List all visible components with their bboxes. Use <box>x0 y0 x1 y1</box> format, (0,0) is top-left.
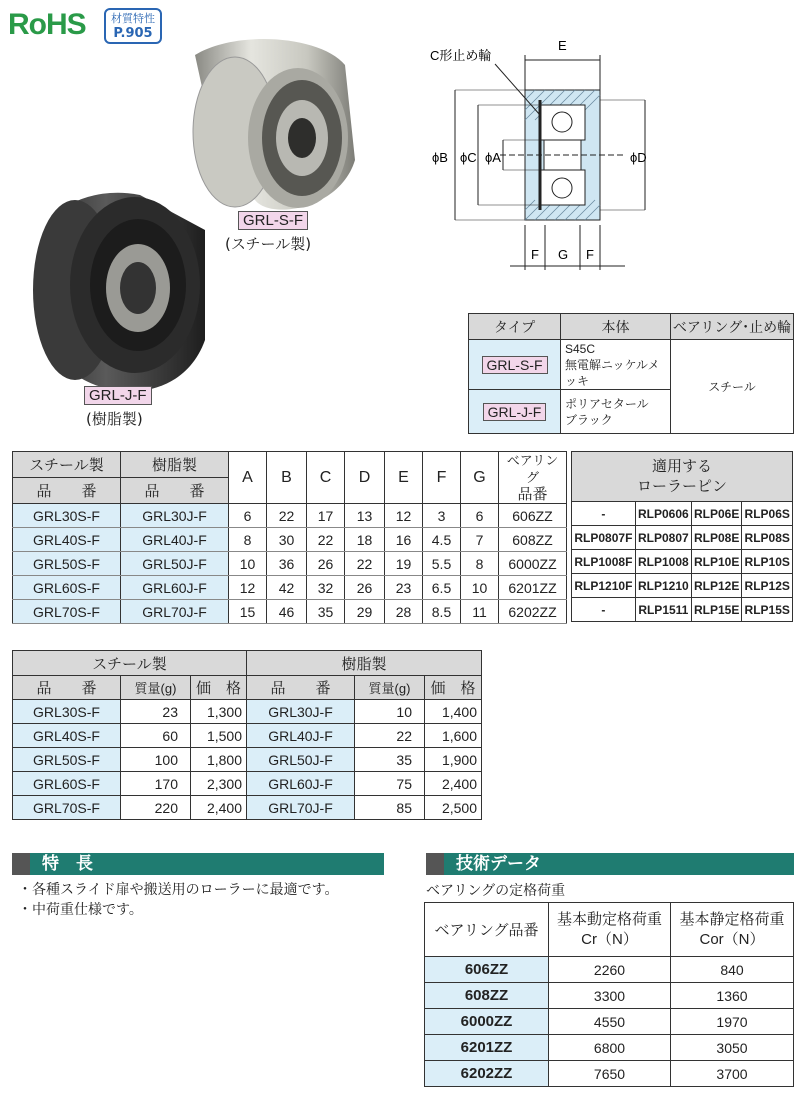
dim-D: ϕD <box>630 150 647 165</box>
dim-D-cell: 22 <box>345 552 385 576</box>
dim-D-cell: 26 <box>345 576 385 600</box>
dim-E-cell: 12 <box>385 504 423 528</box>
dim-F-cell: 3 <box>423 504 461 528</box>
roller-pin-cell: RLP0606 <box>635 502 691 526</box>
body-header: 本体 <box>561 314 671 340</box>
resin-price-cell: 1,400 <box>425 700 482 724</box>
bearing-header: ベアリング･止め輪 <box>671 314 794 340</box>
table-row <box>13 576 567 600</box>
steel-part-cell: GRL50S-F <box>13 748 121 772</box>
roller-pin-cell: RLP15E <box>691 598 742 622</box>
spec-table <box>12 451 567 624</box>
roller-pin-cell: RLP1511 <box>635 598 691 622</box>
tech-bearing-cell: 606ZZ <box>425 957 549 983</box>
dim-B-cell: 30 <box>267 528 307 552</box>
spec-h-A: A <box>229 452 267 504</box>
table-row <box>425 1035 794 1061</box>
dim-E-cell: 16 <box>385 528 423 552</box>
bearing-cell: 606ZZ <box>499 504 567 528</box>
tech-h-line: 基本動定格荷重 <box>556 910 662 928</box>
spec-h-G: G <box>461 452 499 504</box>
body-line: 無電解ニッケルメッキ <box>565 357 660 388</box>
resin-part-cell: GRL60J-F <box>247 772 355 796</box>
steel-price-cell: 1,300 <box>191 700 247 724</box>
steel-mass-cell: 220 <box>121 796 191 820</box>
steel-part-cell: GRL70S-F <box>13 796 121 820</box>
price-h-price: 価 格 <box>425 676 482 700</box>
table-row <box>572 526 793 550</box>
steel-part-cell: GRL40S-F <box>13 724 121 748</box>
steel-mass-cell: 23 <box>121 700 191 724</box>
tech-h-cr <box>549 903 671 957</box>
feature-item: ・中荷重仕様です。 <box>18 902 143 918</box>
dim-B-cell: 36 <box>267 552 307 576</box>
product-photos <box>20 20 370 420</box>
roller-pin-cell: RLP1210 <box>635 574 691 598</box>
dim-D-cell: 29 <box>345 600 385 624</box>
roller-pin-cell: RLP12E <box>691 574 742 598</box>
steel-part-cell: GRL50S-F <box>13 552 121 576</box>
steel-part-cell: GRL60S-F <box>13 772 121 796</box>
roller-pin-table <box>571 451 793 622</box>
dim-C-cell: 17 <box>307 504 345 528</box>
roller-pin-cell: RLP1210F <box>572 574 636 598</box>
table-row <box>13 724 482 748</box>
dim-E: E <box>558 38 567 53</box>
roller-pin-cell: RLP06E <box>691 502 742 526</box>
dim-F-cell: 8.5 <box>423 600 461 624</box>
dim-G-cell: 11 <box>461 600 499 624</box>
resin-part-cell: GRL60J-F <box>121 576 229 600</box>
tech-bearing-cell: 608ZZ <box>425 983 549 1009</box>
dim-A-cell: 12 <box>229 576 267 600</box>
material-link-page: P.905 <box>113 26 153 41</box>
resin-part-cell: GRL70J-F <box>121 600 229 624</box>
steel-mass-cell: 60 <box>121 724 191 748</box>
dim-A-cell: 6 <box>229 504 267 528</box>
resin-product-code: GRL-J-F <box>84 386 152 405</box>
steel-part-cell: GRL30S-F <box>13 700 121 724</box>
tech-h-line: Cor（N） <box>699 930 765 948</box>
dim-G-cell: 6 <box>461 504 499 528</box>
price-h-mass: 質量(g) <box>355 676 425 700</box>
roller-pin-cell: RLP0807F <box>572 526 636 550</box>
type-header: タイプ <box>469 314 561 340</box>
type-cell <box>469 340 561 390</box>
spec-h-resin: 樹脂製 <box>121 452 229 478</box>
resin-product-label-group <box>84 387 152 405</box>
dim-C-cell: 35 <box>307 600 345 624</box>
table-row <box>572 574 793 598</box>
steel-price-cell: 2,300 <box>191 772 247 796</box>
resin-price-cell: 2,500 <box>425 796 482 820</box>
resin-material-text: (樹脂製) <box>86 410 143 428</box>
tech-h-line: Cr（N） <box>581 930 638 948</box>
resin-mass-cell: 85 <box>355 796 425 820</box>
pin-header-line: 適用する <box>651 457 712 475</box>
body-line: ポリアセタール <box>565 396 649 411</box>
price-h-steel: スチール製 <box>13 651 247 676</box>
roller-pin-cell: RLP06S <box>742 502 793 526</box>
section-marker <box>12 853 30 875</box>
tech-cr-cell: 7650 <box>549 1061 671 1087</box>
steel-material-text: (スチール製) <box>225 235 312 253</box>
table-row <box>13 600 567 624</box>
spec-h-C: C <box>307 452 345 504</box>
dim-E-cell: 28 <box>385 600 423 624</box>
tech-table <box>424 902 794 1087</box>
features-title-bar <box>12 853 384 875</box>
bearing-material-cell: スチール <box>671 340 794 434</box>
roller-pin-cell: RLP0807 <box>635 526 691 550</box>
dim-C-cell: 26 <box>307 552 345 576</box>
resin-mass-cell: 75 <box>355 772 425 796</box>
features-list <box>18 880 338 920</box>
steel-product-label-group <box>238 212 308 230</box>
dimension-drawing <box>400 30 670 280</box>
tech-cor-cell: 3700 <box>671 1061 794 1087</box>
dim-F1: F <box>531 247 539 262</box>
resin-price-cell: 1,600 <box>425 724 482 748</box>
body-line: S45C <box>565 341 596 356</box>
table-row <box>13 748 482 772</box>
type-code: GRL-J-F <box>483 403 547 421</box>
spec-h-B: B <box>267 452 307 504</box>
resin-price-cell: 1,900 <box>425 748 482 772</box>
spec-h-D: D <box>345 452 385 504</box>
type-cell <box>469 390 561 434</box>
roller-pin-cell: - <box>572 598 636 622</box>
roller-pin-cell: RLP1008F <box>572 550 636 574</box>
dim-B-cell: 42 <box>267 576 307 600</box>
tech-h-bearing: ベアリング品番 <box>425 903 549 957</box>
table-row <box>425 1061 794 1087</box>
resin-mass-cell: 35 <box>355 748 425 772</box>
tech-cr-cell: 4550 <box>549 1009 671 1035</box>
spec-h-steel: スチール製 <box>13 452 121 478</box>
dim-C: ϕC <box>460 150 477 165</box>
steel-part-cell: GRL60S-F <box>13 576 121 600</box>
dim-F-cell: 6.5 <box>423 576 461 600</box>
feature-item: ・各種スライド扉や搬送用のローラーに最適です。 <box>18 882 339 898</box>
resin-part-cell: GRL40J-F <box>247 724 355 748</box>
resin-part-cell: GRL30J-F <box>121 504 229 528</box>
steel-price-cell: 1,800 <box>191 748 247 772</box>
steel-roller-image <box>193 39 355 210</box>
dim-F-cell: 5.5 <box>423 552 461 576</box>
tech-cor-cell: 1360 <box>671 983 794 1009</box>
dim-G-cell: 7 <box>461 528 499 552</box>
spec-h-E: E <box>385 452 423 504</box>
table-row <box>13 772 482 796</box>
tech-bearing-cell: 6201ZZ <box>425 1035 549 1061</box>
tech-h-line: 基本静定格荷重 <box>679 910 785 928</box>
dim-G: G <box>558 247 569 262</box>
table-row <box>425 1009 794 1035</box>
table-row <box>13 552 567 576</box>
dim-G-cell: 10 <box>461 576 499 600</box>
bearing-cell: 6202ZZ <box>499 600 567 624</box>
c-ring-label: C形止め輪 <box>430 48 492 63</box>
resin-part-cell: GRL40J-F <box>121 528 229 552</box>
dim-B-cell: 22 <box>267 504 307 528</box>
steel-product-code: GRL-S-F <box>238 211 308 230</box>
tech-h-cor <box>671 903 794 957</box>
dim-C-cell: 22 <box>307 528 345 552</box>
table-row <box>425 957 794 983</box>
tech-cr-cell: 6800 <box>549 1035 671 1061</box>
table-row <box>572 502 793 526</box>
tech-subtitle: ベアリングの定格荷重 <box>426 883 566 899</box>
dim-A: ϕA <box>485 150 501 165</box>
body-line: ブラック <box>565 412 613 427</box>
dim-D-cell: 18 <box>345 528 385 552</box>
resin-mass-cell: 10 <box>355 700 425 724</box>
roller-pin-cell: RLP15S <box>742 598 793 622</box>
steel-part-cell: GRL30S-F <box>13 504 121 528</box>
roller-pin-cell: RLP12S <box>742 574 793 598</box>
roller-pin-cell: RLP08E <box>691 526 742 550</box>
resin-part-cell: GRL50J-F <box>247 748 355 772</box>
resin-mass-cell: 22 <box>355 724 425 748</box>
roller-pin-cell: - <box>572 502 636 526</box>
table-row <box>572 598 793 622</box>
price-h-price: 価 格 <box>191 676 247 700</box>
dim-E-cell: 23 <box>385 576 423 600</box>
table-row <box>572 550 793 574</box>
resin-price-cell: 2,400 <box>425 772 482 796</box>
roller-pin-cell: RLP10E <box>691 550 742 574</box>
bearing-cell: 6000ZZ <box>499 552 567 576</box>
dim-A-cell: 10 <box>229 552 267 576</box>
dim-B: ϕB <box>432 150 448 165</box>
tech-bearing-cell: 6202ZZ <box>425 1061 549 1087</box>
steel-part-cell: GRL40S-F <box>13 528 121 552</box>
table-row <box>13 504 567 528</box>
roller-pin-cell: RLP1008 <box>635 550 691 574</box>
steel-mass-cell: 100 <box>121 748 191 772</box>
price-h-part: 品 番 <box>247 676 355 700</box>
spec-h-part: 品 番 <box>121 478 229 504</box>
rohs-logo: RoHS <box>8 8 86 41</box>
roller-pin-cell: RLP08S <box>742 526 793 550</box>
tech-cr-cell: 2260 <box>549 957 671 983</box>
tech-cr-cell: 3300 <box>549 983 671 1009</box>
tech-cor-cell: 840 <box>671 957 794 983</box>
body-cell <box>561 340 671 390</box>
section-marker <box>426 853 444 875</box>
price-h-mass: 質量(g) <box>121 676 191 700</box>
type-code: GRL-S-F <box>482 356 548 374</box>
spec-h-bearing <box>499 452 567 504</box>
features-title: 特 長 <box>42 854 93 874</box>
pin-header <box>572 452 793 502</box>
roller-pin-cell: RLP10S <box>742 550 793 574</box>
spec-h-part: 品 番 <box>13 478 121 504</box>
bearing-cell: 6201ZZ <box>499 576 567 600</box>
price-h-resin: 樹脂製 <box>247 651 482 676</box>
price-h-part: 品 番 <box>13 676 121 700</box>
tech-cor-cell: 1970 <box>671 1009 794 1035</box>
dim-G-cell: 8 <box>461 552 499 576</box>
tech-cor-cell: 3050 <box>671 1035 794 1061</box>
type-table <box>468 313 794 434</box>
dim-D-cell: 13 <box>345 504 385 528</box>
dim-F-cell: 4.5 <box>423 528 461 552</box>
dim-F2: F <box>586 247 594 262</box>
dim-C-cell: 32 <box>307 576 345 600</box>
spec-h-F: F <box>423 452 461 504</box>
steel-mass-cell: 170 <box>121 772 191 796</box>
tech-title: 技術データ <box>456 854 541 874</box>
bearing-h-line: ベアリング <box>506 453 559 485</box>
dim-A-cell: 15 <box>229 600 267 624</box>
table-row <box>13 796 482 820</box>
pin-header-line: ローラーピン <box>636 477 727 495</box>
table-row <box>425 983 794 1009</box>
material-link-label: 材質特性 <box>111 12 155 25</box>
steel-price-cell: 2,400 <box>191 796 247 820</box>
dim-B-cell: 46 <box>267 600 307 624</box>
tech-title-bar <box>426 853 794 875</box>
resin-part-cell: GRL70J-F <box>247 796 355 820</box>
bearing-cell: 608ZZ <box>499 528 567 552</box>
bearing-h-line: 品番 <box>517 486 548 503</box>
dim-A-cell: 8 <box>229 528 267 552</box>
dim-E-cell: 19 <box>385 552 423 576</box>
table-row <box>13 528 567 552</box>
steel-part-cell: GRL70S-F <box>13 600 121 624</box>
resin-part-cell: GRL30J-F <box>247 700 355 724</box>
tech-bearing-cell: 6000ZZ <box>425 1009 549 1035</box>
price-table <box>12 650 482 820</box>
steel-price-cell: 1,500 <box>191 724 247 748</box>
resin-roller-image <box>33 193 205 392</box>
body-cell <box>561 390 671 434</box>
resin-part-cell: GRL50J-F <box>121 552 229 576</box>
table-row <box>13 700 482 724</box>
